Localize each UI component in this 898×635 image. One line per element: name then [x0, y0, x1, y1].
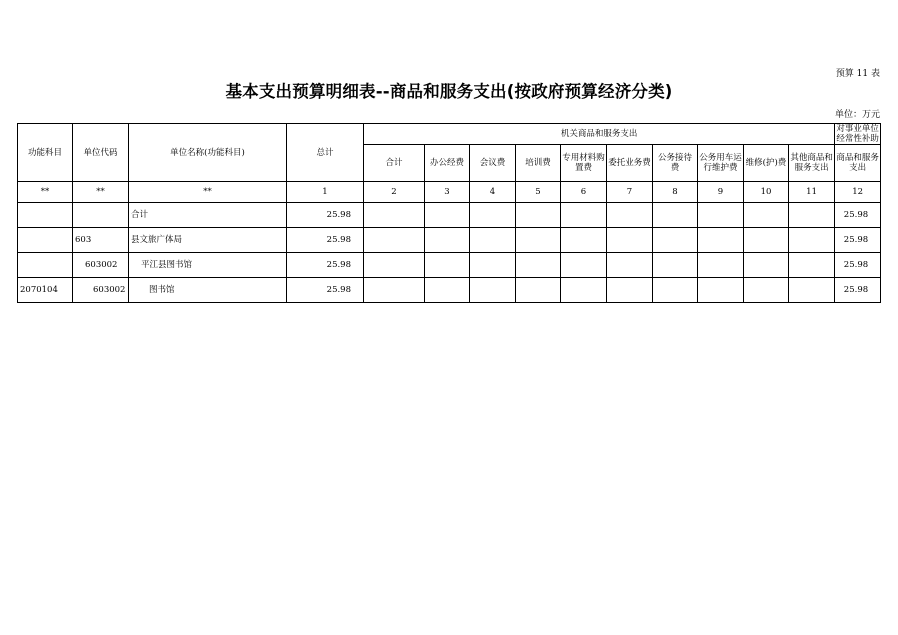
unit-label: 单位：万元 [834, 110, 880, 120]
table-row [18, 253, 881, 278]
total-cell: 25.98 [287, 228, 364, 253]
index-cell: 10 [744, 182, 789, 203]
subheader-cell: 公务接待费 [653, 145, 698, 182]
table-row [18, 228, 881, 253]
subheader-cell: 维修(护)费 [744, 145, 789, 182]
header-total: 总计 [287, 124, 364, 182]
index-cell: 7 [607, 182, 653, 203]
subheader-cell: 其他商品和服务支出 [789, 145, 835, 182]
table-row [18, 278, 881, 303]
header-function-code: 功能科目 [18, 124, 73, 182]
index-cell: 3 [425, 182, 470, 203]
unit-code-cell: 603002 [73, 278, 129, 303]
header-unit-code: 单位代码 [73, 124, 129, 182]
header-unit-name: 单位名称(功能科目) [129, 124, 287, 182]
index-cell: 2 [364, 182, 425, 203]
index-cell: 9 [698, 182, 744, 203]
index-cell: 4 [470, 182, 516, 203]
subsidy-cell: 25.98 [835, 278, 881, 303]
subheader-subsidy: 商品和服务支出 [835, 145, 881, 182]
subheader-cell: 培训费 [516, 145, 561, 182]
subheader-cell: 办公经费 [425, 145, 470, 182]
function-code-cell [18, 203, 73, 228]
index-cell: 6 [561, 182, 607, 203]
subsidy-cell: 25.98 [835, 203, 881, 228]
subheader-cell: 专用材料购置费 [561, 145, 607, 182]
subsidy-cell: 25.98 [835, 228, 881, 253]
index-cell: 12 [835, 182, 881, 203]
unit-code-cell: 603 [73, 228, 129, 253]
unit-name-cell: 平江县图书馆 [129, 253, 287, 278]
total-cell: 25.98 [287, 203, 364, 228]
header-subsidy: 对事业单位经常性补助 [836, 124, 879, 145]
unit-name-cell: 合计 [129, 203, 287, 228]
index-cell: ** [73, 182, 129, 203]
function-code-cell [18, 253, 73, 278]
unit-code-cell [73, 203, 129, 228]
function-code-cell [18, 228, 73, 253]
index-cell: ** [129, 182, 287, 203]
index-cell: 8 [653, 182, 698, 203]
unit-name-cell: 县文旅广体局 [129, 228, 287, 253]
subheader-cell: 合计 [364, 145, 425, 182]
form-tag: 预算 11 表 [835, 69, 880, 79]
index-cell: 11 [789, 182, 835, 203]
header-group: 机关商品和服务支出 [364, 124, 835, 145]
subheader-cell: 会议费 [470, 145, 516, 182]
subheader-cell: 公务用车运行维护费 [698, 145, 744, 182]
total-cell: 25.98 [287, 278, 364, 303]
page-title: 基本支出预算明细表--商品和服务支出(按政府预算经济分类) [225, 82, 673, 101]
unit-name-cell: 图书馆 [129, 278, 287, 303]
index-cell: 1 [287, 182, 364, 203]
budget-table [17, 123, 881, 303]
subsidy-cell: 25.98 [835, 253, 881, 278]
table-row [18, 203, 881, 228]
function-code-cell: 2070104 [18, 278, 73, 303]
subheader-cell: 委托业务费 [607, 145, 653, 182]
total-cell: 25.98 [287, 253, 364, 278]
index-cell: ** [18, 182, 73, 203]
index-cell: 5 [516, 182, 561, 203]
unit-code-cell: 603002 [73, 253, 129, 278]
